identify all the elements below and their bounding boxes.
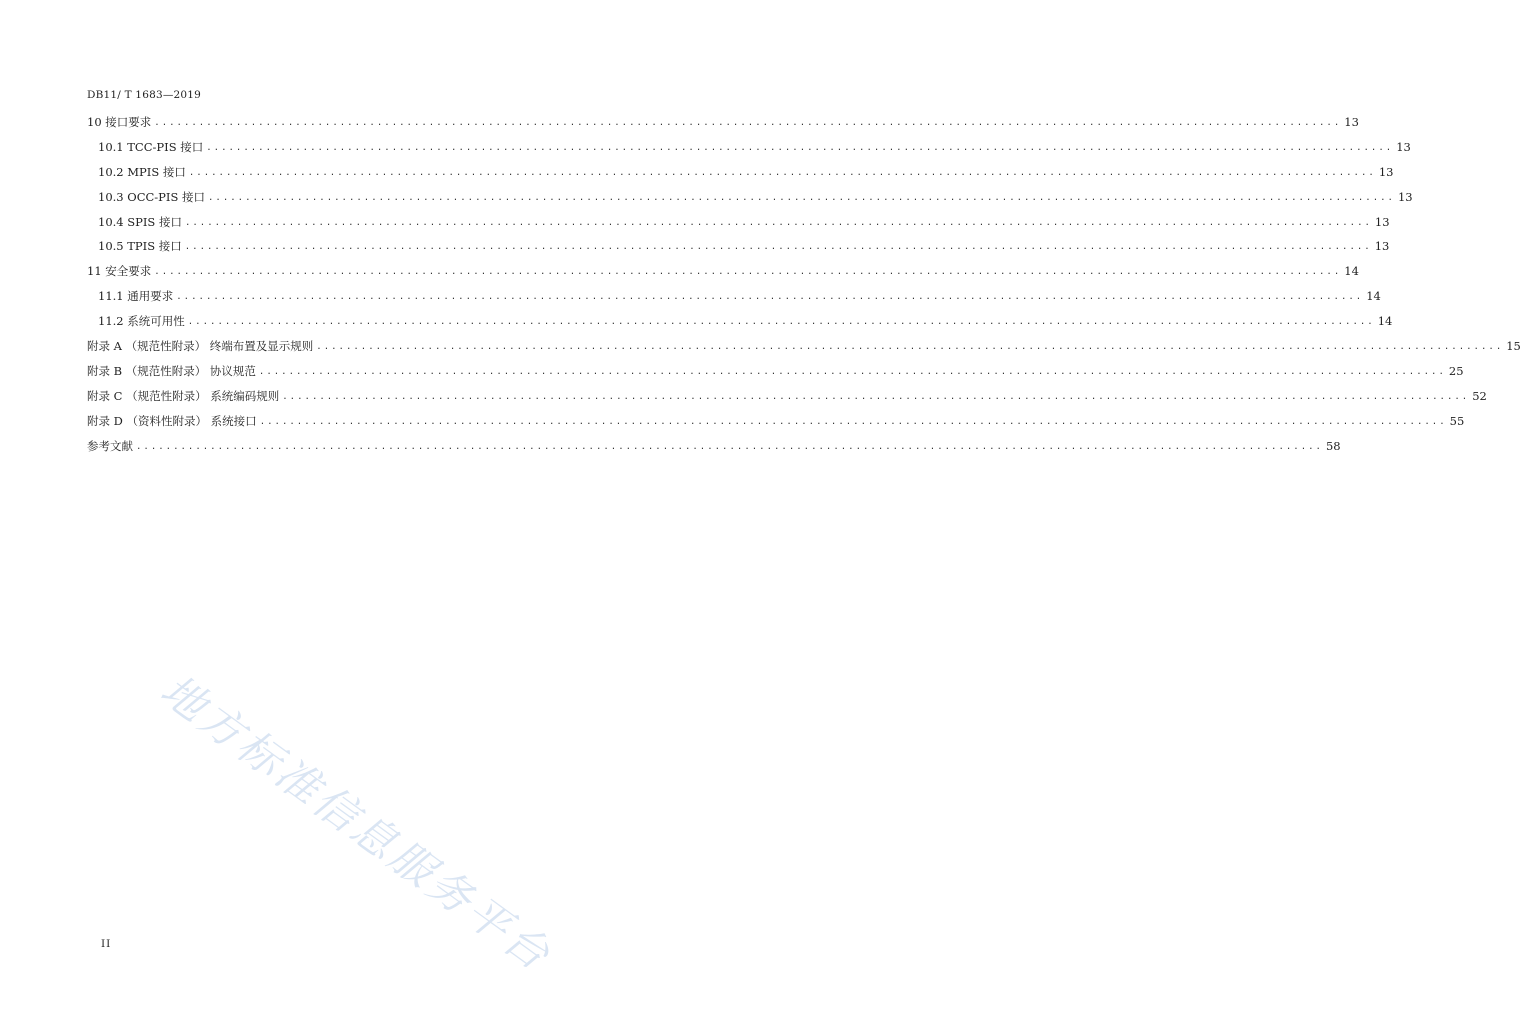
toc-leader-dots: ................................................................................................................................................................: [316, 342, 1504, 353]
toc-leader-dots: ................................................................................................................................................................: [187, 317, 1375, 328]
toc-leader-dots: ................................................................................................................................................................: [282, 391, 1470, 402]
toc-entry-page: 15: [1506, 339, 1521, 354]
toc-entry[interactable]: [87, 263, 1359, 288]
toc-entry-page: 13: [1374, 239, 1390, 254]
toc-entry[interactable]: [87, 214, 1390, 239]
toc-entry-page: 58: [1325, 438, 1341, 453]
toc-entry-page: 13: [1378, 164, 1394, 179]
watermark: 地方标准信息服务平台: [151, 665, 561, 982]
toc-entry[interactable]: [87, 438, 1341, 463]
toc-entry-title: 附录 B （规范性附录） 协议规范: [87, 363, 256, 378]
toc-leader-dots: ................................................................................................................................................................: [136, 441, 1323, 452]
toc-entry[interactable]: [87, 114, 1359, 139]
toc-entry-title: 11 安全要求: [87, 264, 152, 279]
toc-entry-title: 11.2 系统可用性: [98, 314, 185, 329]
toc-entry[interactable]: [87, 338, 1521, 363]
toc-entry[interactable]: [87, 388, 1487, 413]
toc-entry-title: 10 接口要求: [87, 115, 152, 129]
toc-entry[interactable]: [87, 189, 1413, 214]
toc-entry[interactable]: [87, 363, 1464, 388]
toc-entry-page: 14: [1344, 264, 1359, 279]
page-number: II: [101, 938, 112, 950]
toc-leader-dots: ................................................................................................................................................................: [154, 267, 1342, 278]
toc-leader-dots: ................................................................................................................................................................: [176, 292, 1364, 303]
toc-entry-title: 10.2 MPIS 接口: [98, 164, 186, 179]
toc-entry-page: 14: [1377, 314, 1393, 329]
toc-entry-page: 14: [1366, 289, 1381, 304]
toc-entry-title: 10.5 TPIS 接口: [98, 239, 182, 254]
toc-entry[interactable]: [87, 139, 1411, 164]
toc-entry-title: 附录 A （规范性附录） 终端布置及显示规则: [87, 339, 314, 354]
toc-leader-dots: ................................................................................................................................................................: [184, 217, 1372, 228]
toc-entry[interactable]: [87, 288, 1381, 313]
toc-entry-page: 13: [1396, 139, 1411, 154]
toc-leader-dots: ................................................................................................................................................................: [259, 416, 1447, 427]
toc-entry-page: 52: [1472, 388, 1487, 403]
toc-leader-dots: ................................................................................................................................................................: [184, 242, 1372, 253]
toc-entry-page: 25: [1448, 363, 1464, 378]
toc-leader-dots: ................................................................................................................................................................: [208, 192, 1395, 203]
toc-entry-page: 55: [1449, 413, 1465, 428]
toc-entry-title: 参考文献: [87, 438, 133, 453]
toc-entry[interactable]: [87, 164, 1394, 189]
toc-leader-dots: ................................................................................................................................................................: [258, 366, 1446, 377]
toc-entry[interactable]: [87, 238, 1390, 263]
toc-entry-page: 13: [1397, 189, 1413, 204]
document-code: DB11/ T 1683—2019: [87, 89, 202, 101]
toc-entry-title: 10.4 SPIS 接口: [98, 214, 182, 229]
toc-leader-dots: ................................................................................................................................................................: [188, 167, 1376, 178]
table-of-contents: [87, 114, 1521, 462]
toc-entry-page: 13: [1374, 214, 1390, 229]
toc-entry[interactable]: [87, 313, 1393, 338]
toc-entry[interactable]: [87, 413, 1465, 438]
toc-entry-page: 13: [1344, 115, 1359, 129]
toc-entry-title: 附录 C （规范性附录） 系统编码规则: [87, 388, 280, 403]
toc-leader-dots: ................................................................................................................................................................: [206, 142, 1394, 153]
toc-entry-title: 10.1 TCC-PIS 接口: [98, 139, 204, 154]
toc-leader-dots: ................................................................................................................................................................: [154, 118, 1342, 128]
toc-entry-title: 附录 D （资料性附录） 系统接口: [87, 413, 257, 428]
toc-entry-title: 11.1 通用要求: [98, 289, 174, 304]
toc-entry-title: 10.3 OCC-PIS 接口: [98, 189, 205, 204]
